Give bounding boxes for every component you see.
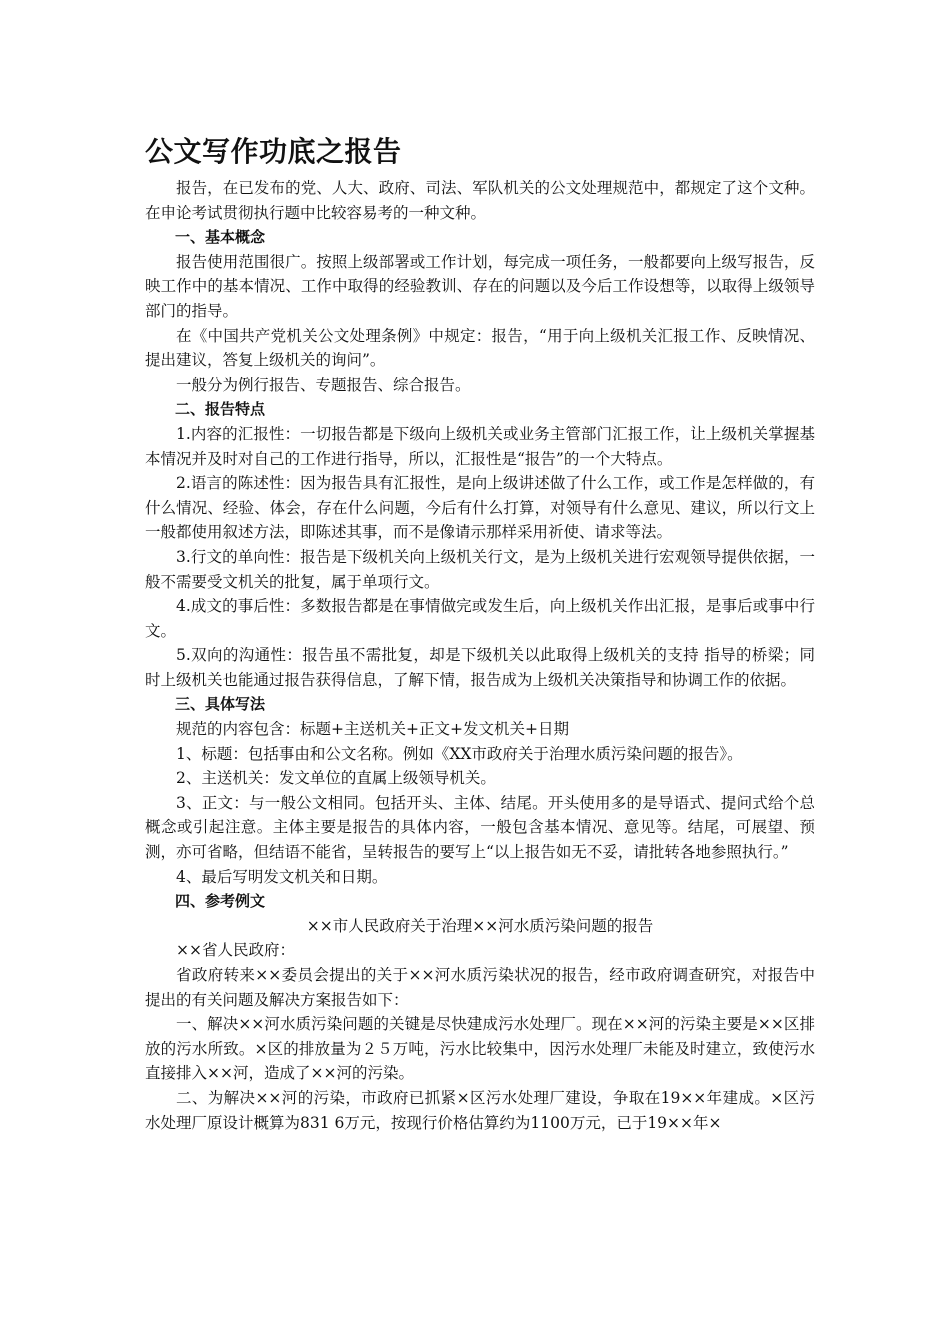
paragraph: 二、为解决××河的污染，市政府已抓紧×区污水处理厂建设，争取在19××年建成。×区污水处理厂原设计概算为831 6万元，按现行价格估算约为1100万元，已于19××年× <box>145 1088 815 1132</box>
paragraph: 3.行文的单向性：报告是下级机关向上级机关行文，是为上级机关进行宏观领导提供依据，一般不需要受文机关的批复，属于单项行文。 <box>145 547 815 591</box>
intro-paragraph: 报告，在已发布的党、人大、政府、司法、军队机关的公文处理规范中，都规定了这个文种。在申论考试贯彻执行题中比较容易考的一种文种。 <box>145 179 815 222</box>
paragraph: 1.内容的汇报性：一切报告都是下级向上级机关或业务主管部门汇报工作，让上级机关掌握基本情况并及时对自己的工作进行指导，所以，汇报性是“报告”的一个大特点。 <box>145 424 815 468</box>
paragraph: 在《中国共产党机关公文处理条例》中规定：报告，“用于向上级机关汇报工作、反映情况、提出建议，答复上级机关的询问”。 <box>145 326 815 370</box>
paragraph: 一般分为例行报告、专题报告、综合报告。 <box>176 375 471 394</box>
paragraph: 一、解决××河水质污染问题的关键是尽快建成污水处理厂。现在××河的污染主要是××区排放的污水所致。×区的排放量为２５万吨，污水比较集中，因污水处理厂未能及时建立，致使污水直接排入××河，造成了××河的污染。 <box>145 1015 815 1083</box>
section-heading-concept: 一、基本概念 <box>175 228 266 247</box>
paragraph: 报告使用范围很广。按照上级部署或工作计划，每完成一项任务，一般都要向上级写报告，反映工作中的基本情况、工作中取得的经验教训、存在的问题以及今后工作设想等，以取得上级领导部门的指导。 <box>145 252 815 320</box>
paragraph: 2、主送机关：发文单位的直属上级领导机关。 <box>176 769 496 788</box>
example-title: ××市人民政府关于治理××河水质污染问题的报告 <box>306 916 654 935</box>
paragraph: 省政府转来××委员会提出的关于××河水质污染状况的报告，经市政府调查研究，对报告中提出的有关问题及解决方案报告如下： <box>145 966 815 1009</box>
document-page <box>145 132 815 1135</box>
paragraph: 1、标题：包括事由和公文名称。例如《XX市政府关于治理水质污染问题的报告》。 <box>176 744 743 763</box>
section-heading-writing: 三、具体写法 <box>175 695 266 714</box>
paragraph: 4.成文的事后性：多数报告都是在事情做完或发生后，向上级机关作出汇报，是事后或事中行文。 <box>145 597 815 640</box>
example-addressee: ××省人民政府： <box>176 941 295 960</box>
paragraph: 5.双向的沟通性：报告虽不需批复，却是下级机关以此取得上级机关的支持 指导的桥梁；同时上级机关也能通过报告获得信息，了解下情，报告成为上级机关决策指导和协调工作的依据。 <box>145 646 815 689</box>
paragraph: 规范的内容包含：标题+主送机关+正文+发文机关+日期 <box>176 720 569 739</box>
paragraph: 2.语言的陈述性：因为报告具有汇报性，是向上级讲述做了什么工作，或工作是怎样做的，有什么情况、经验、体会，存在什么问题，今后有什么打算，对领导有什么意见、建议，所以行文上一般都使用叙述方法，即陈述其事，而不是像请示那样采用祈使、请求等法。 <box>145 474 815 542</box>
section-heading-example: 四、参考例文 <box>175 892 266 911</box>
document-title: 公文写作功底之报告 <box>145 135 402 168</box>
paragraph: 4、最后写明发文机关和日期。 <box>176 867 388 886</box>
section-heading-features: 二、报告特点 <box>175 400 266 419</box>
paragraph: 3、正文：与一般公文相同。包括开头、主体、结尾。开头使用多的是导语式、提问式给个总概念或引起注意。主体主要是报告的具体内容，一般包含基本情况、意见等。结尾，可展望、预测，亦可省略，但结语不能省，呈转报告的要写上“以上报告如无不妥，请批转各地参照执行。” <box>145 793 815 862</box>
